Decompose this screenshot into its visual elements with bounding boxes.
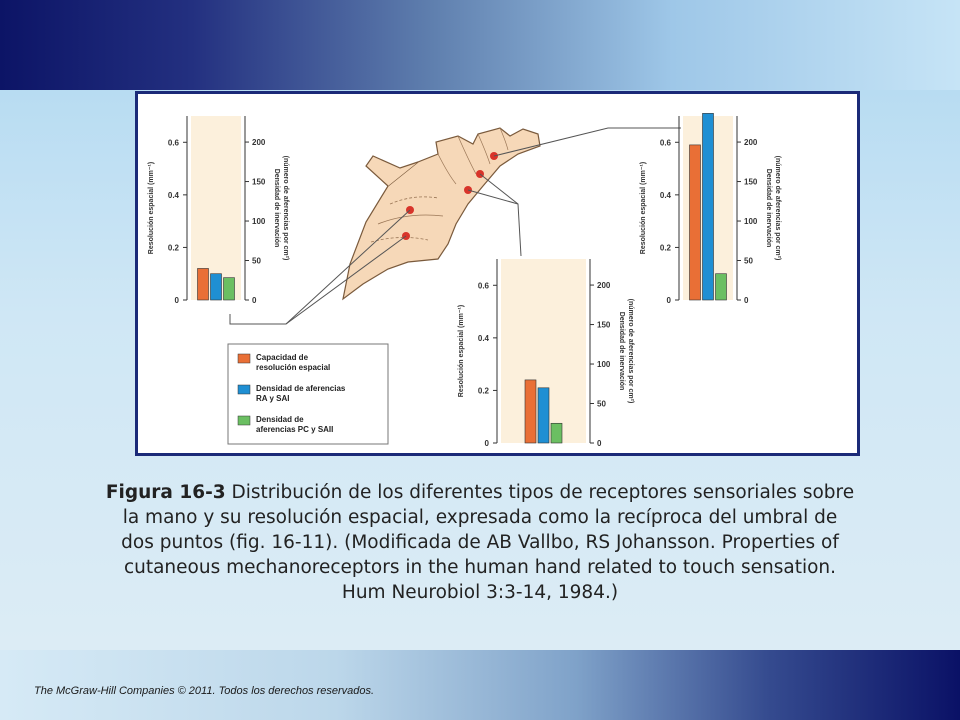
y2-tick-label: 50 [252, 256, 261, 266]
legend [228, 344, 388, 444]
y2-tick-label: 100 [252, 217, 266, 227]
bar-1 [690, 145, 701, 300]
y-tick-label: 0.2 [167, 243, 179, 253]
chart-fingertip [640, 113, 781, 305]
bar-2 [211, 274, 222, 300]
chart-palm [148, 116, 289, 305]
caption-text: Distribución de los diferentes tipos de receptores sensoriales sobre la mano y su resolución espacial, expresada como la recíproca del umbral de dos puntos (fig. 16-11). (Modificada de AB Vallbo, RS Johansson. Properties of cutaneous mechanoreceptors in the human hand related to touch sensation. Hum Neurobiol 3:3-14, 1984.) [121, 482, 855, 603]
y2-axis-label-line2: (número de aferencias por cm²) [774, 155, 781, 261]
y-tick-label: 0 [174, 296, 179, 305]
y-tick-label: 0 [484, 439, 489, 448]
y2-tick-label: 50 [744, 256, 753, 266]
y2-axis-label-line1: Densidad de inervación [273, 168, 280, 248]
y2-axis-label-line1: Densidad de inervación [618, 311, 625, 391]
bar-1 [198, 268, 209, 300]
y2-tick-label: 100 [744, 217, 758, 227]
y2-tick-label: 200 [744, 138, 758, 148]
bar-3 [716, 274, 727, 300]
bar-3 [551, 423, 562, 443]
legend-swatch-3 [238, 416, 250, 425]
y2-tick-label: 0 [744, 296, 749, 305]
y-tick-label: 0.6 [167, 138, 179, 148]
legend-swatch-2 [238, 385, 250, 394]
bar-3 [224, 278, 235, 300]
y2-tick-label: 100 [597, 360, 611, 370]
y-axis-label: Resolución espacial (mm⁻¹) [148, 161, 155, 255]
y-tick-label: 0 [666, 296, 671, 305]
y2-tick-label: 0 [252, 296, 257, 305]
y2-tick-label: 0 [597, 439, 602, 448]
figure-frame [135, 91, 860, 456]
legend-label-2-line2: RA y SAI [256, 394, 290, 403]
y2-tick-label: 150 [597, 320, 611, 330]
y2-tick-label: 150 [252, 177, 266, 187]
legend-label-3-line1: Densidad de [256, 415, 304, 424]
y-tick-label: 0.6 [477, 281, 489, 291]
y-axis-label: Resolución espacial (mm⁻¹) [640, 161, 647, 255]
y2-tick-label: 200 [597, 281, 611, 291]
y-tick-label: 0.2 [477, 386, 489, 396]
chart-finger-base [458, 259, 634, 448]
legend-label-3-line2: aferencias PC y SAII [256, 425, 334, 434]
y2-axis-label-line1: Densidad de inervación [765, 168, 772, 248]
copyright-footer: The McGraw-Hill Companies © 2011. Todos los derechos reservados. [34, 685, 375, 697]
y2-tick-label: 150 [744, 177, 758, 187]
legend-swatch-1 [238, 354, 250, 363]
y2-axis-label-line2: (número de aferencias por cm²) [627, 298, 634, 404]
y2-tick-label: 50 [597, 399, 606, 409]
header-band [0, 0, 960, 90]
y-tick-label: 0.4 [167, 190, 179, 200]
y-tick-label: 0.4 [659, 190, 671, 200]
y-axis-label: Resolución espacial (mm⁻¹) [458, 304, 465, 398]
legend-label-1-line2: resolución espacial [256, 363, 331, 372]
legend-label-1-line1: Capacidad de [256, 353, 309, 362]
legend-label-2-line1: Densidad de aferencias [256, 384, 346, 393]
bar-1 [525, 380, 536, 443]
y-tick-label: 0.6 [659, 138, 671, 148]
bar-2 [703, 113, 714, 300]
figure-caption [105, 480, 855, 605]
figure-canvas [138, 94, 857, 453]
y2-axis-label-line2: (número de aferencias por cm²) [282, 155, 289, 261]
bar-2 [538, 388, 549, 443]
y-tick-label: 0.4 [477, 333, 489, 343]
y-tick-label: 0.2 [659, 243, 671, 253]
caption-label: Figura 16-3 [105, 482, 226, 503]
y2-tick-label: 200 [252, 138, 266, 148]
